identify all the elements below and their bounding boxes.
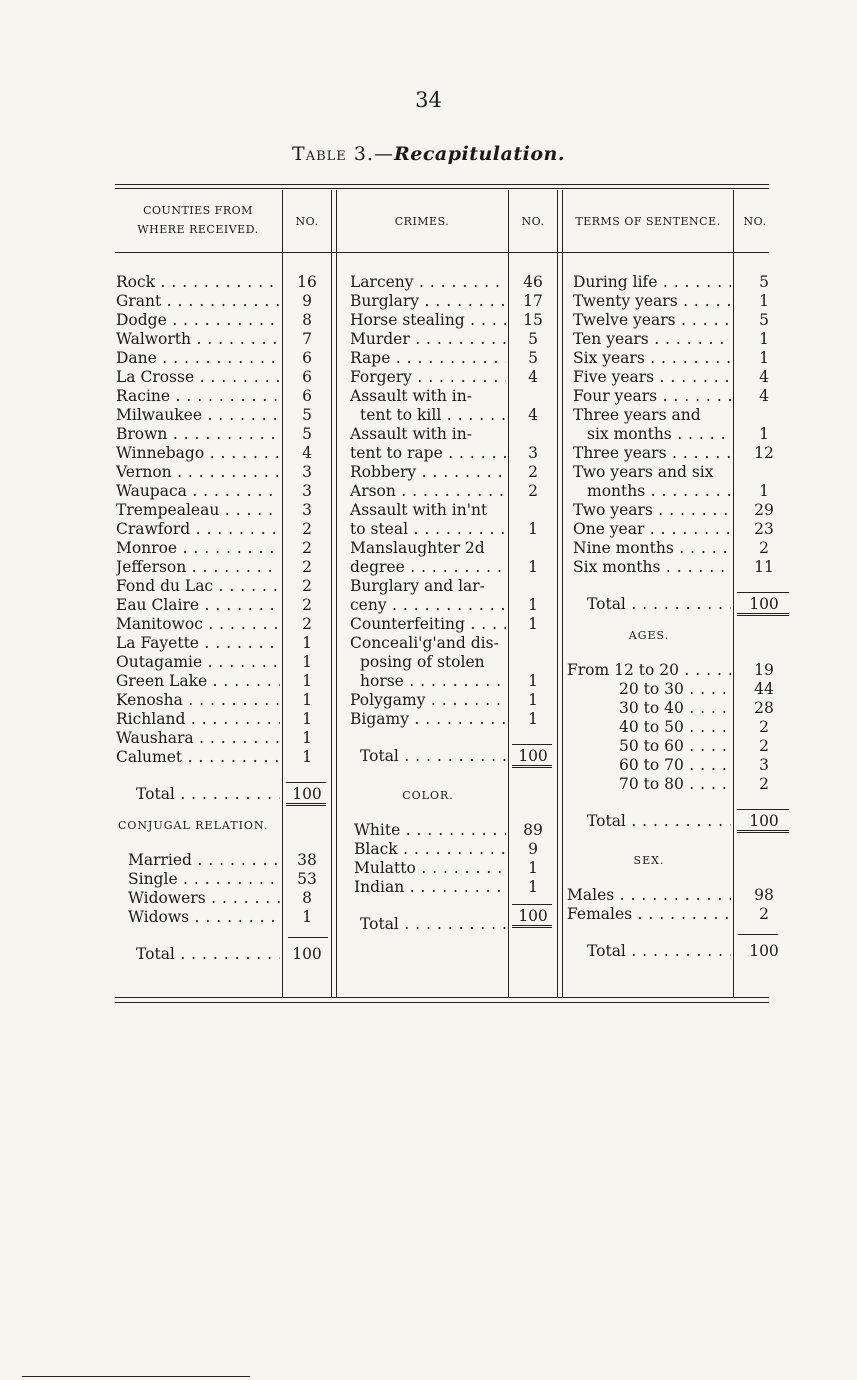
crime-count: 1 (528, 710, 538, 728)
conjugal-total-value: 100 (292, 945, 322, 963)
bottom-rule-1 (115, 997, 769, 998)
age-label: 60 to 70 . . . (619, 756, 731, 775)
table-title (0, 143, 857, 165)
county-name: Richland . . . (116, 710, 280, 729)
county-name: Rock . . . (116, 273, 280, 292)
county-count: 2 (302, 539, 312, 557)
term-label: Three years and (573, 406, 701, 424)
color-heading: COLOR. (402, 789, 454, 802)
term-count: 1 (759, 330, 769, 348)
crime-label: Bigamy . . . (350, 710, 506, 729)
header-crimes-no: NO. (521, 215, 545, 228)
age-count: 2 (759, 737, 769, 755)
crime-count: 5 (528, 349, 538, 367)
county-count: 4 (302, 444, 312, 462)
term-count: 11 (754, 558, 774, 576)
term-label: Twenty years . . . (573, 292, 731, 311)
conjugal-label: Married . . . (128, 851, 280, 870)
county-name: Winnebago . . . (116, 444, 280, 463)
divider-5 (733, 190, 734, 997)
foot-rule (22, 1376, 250, 1377)
color-total-label: Total . . . (360, 915, 506, 934)
crime-count: 1 (528, 672, 538, 690)
crime-label: tent to rape . . . (350, 444, 506, 463)
county-count: 1 (302, 653, 312, 671)
conjugal-label: Widows . . . (128, 908, 280, 927)
age-count: 2 (759, 775, 769, 793)
header-crimes: CRIMES. (394, 215, 450, 228)
term-label: months . . . (587, 482, 731, 501)
county-name: Grant . . . (116, 292, 280, 311)
age-count: 3 (759, 756, 769, 774)
crime-label: to steal . . . (350, 520, 506, 539)
term-count: 5 (759, 273, 769, 291)
county-count: 8 (302, 311, 312, 329)
ages-total-label: Total . . . (587, 812, 731, 831)
county-count: 2 (302, 596, 312, 614)
divider-1 (282, 190, 283, 997)
sex-label: Males . . . (567, 886, 731, 905)
term-count: 5 (759, 311, 769, 329)
color-total-value: 100 (518, 907, 548, 925)
age-label: 50 to 60 . . . (619, 737, 731, 756)
county-count: 6 (302, 387, 312, 405)
sex-total-label: Total . . . (587, 942, 731, 961)
counties-total-label: Total . . . (136, 785, 280, 804)
county-name: Monroe . . . (116, 539, 280, 558)
crime-label: Assault with in- (350, 425, 472, 443)
top-rule-1 (115, 184, 769, 185)
term-count: 2 (759, 539, 769, 557)
conjugal-count: 53 (297, 870, 317, 888)
county-name: Green Lake . . . (116, 672, 280, 691)
term-count: 1 (759, 425, 769, 443)
terms-total-value: 100 (749, 595, 779, 613)
conjugal-total-rule (288, 937, 328, 938)
crime-label: Forgery . . . (350, 368, 506, 387)
color-count: 89 (523, 821, 543, 839)
crime-label: Manslaughter 2d (350, 539, 485, 557)
county-name: La Crosse . . . (116, 368, 280, 387)
county-name: La Fayette . . . (116, 634, 280, 653)
crime-label: ceny . . . (350, 596, 506, 615)
county-count: 5 (302, 425, 312, 443)
crime-label: Rape . . . (350, 349, 506, 368)
age-label: 20 to 30 . . . (619, 680, 731, 699)
crime-count: 46 (523, 273, 543, 291)
crime-label: Horse stealing . . . (350, 311, 506, 330)
crime-count: 1 (528, 558, 538, 576)
term-label: Two years and six (573, 463, 714, 481)
county-count: 6 (302, 349, 312, 367)
term-label: Six months . . . (573, 558, 731, 577)
term-count: 1 (759, 482, 769, 500)
county-name: Manitowoc . . . (116, 615, 280, 634)
divider-4b (562, 190, 563, 997)
county-count: 3 (302, 501, 312, 519)
color-label: Black . . . (354, 840, 506, 859)
term-label: six months . . . (587, 425, 731, 444)
crime-label: Assault with in'nt (350, 501, 488, 519)
crime-label: horse . . . (360, 672, 506, 691)
header-counties-no: NO. (295, 215, 319, 228)
crime-label: Counterfeiting . . . (350, 615, 506, 634)
county-count: 9 (302, 292, 312, 310)
county-count: 1 (302, 634, 312, 652)
county-name: Crawford . . . (116, 520, 280, 539)
crimes-total-label: Total . . . (360, 747, 506, 766)
term-count: 23 (754, 520, 774, 538)
sex-total-value: 100 (749, 942, 779, 960)
crime-label: degree . . . (350, 558, 506, 577)
top-rule-2 (115, 188, 769, 189)
sex-label: Females . . . (567, 905, 731, 924)
age-count: 44 (754, 680, 774, 698)
county-name: Brown . . . (116, 425, 280, 444)
term-label: During life . . . (573, 273, 731, 292)
crime-count: 15 (523, 311, 543, 329)
county-count: 1 (302, 691, 312, 709)
conjugal-heading: CONJUGAL RELATION. (118, 819, 269, 832)
divider-2a (331, 190, 332, 997)
county-count: 5 (302, 406, 312, 424)
term-label: Nine months . . . (573, 539, 731, 558)
sex-count: 2 (759, 905, 769, 923)
conjugal-label: Widowers . . . (128, 889, 280, 908)
header-rule (115, 252, 769, 253)
color-count: 1 (528, 859, 538, 877)
term-count: 1 (759, 349, 769, 367)
county-count: 1 (302, 729, 312, 747)
county-count: 6 (302, 368, 312, 386)
crime-label: Polygamy . . . (350, 691, 506, 710)
header-terms: TERMS OF SENTENCE. (575, 215, 721, 228)
county-count: 3 (302, 463, 312, 481)
crime-label: posing of stolen (360, 653, 485, 671)
header-counties: COUNTIES FROM WHERE RECEIVED. (137, 204, 259, 236)
conjugal-count: 38 (297, 851, 317, 869)
age-count: 19 (754, 661, 774, 679)
sex-total-rule (738, 934, 778, 935)
crimes-total-value: 100 (518, 747, 548, 765)
sex-count: 98 (754, 886, 774, 904)
color-label: Mulatto . . . (354, 859, 506, 878)
county-count: 3 (302, 482, 312, 500)
county-name: Racine . . . (116, 387, 280, 406)
county-count: 16 (297, 273, 317, 291)
county-name: Walworth . . . (116, 330, 280, 349)
crime-count: 4 (528, 368, 538, 386)
divider-4a (557, 190, 558, 997)
age-count: 28 (754, 699, 774, 717)
page-number: 34 (415, 88, 442, 112)
color-label: Indian . . . (354, 878, 506, 897)
crime-label: Conceali'g'and dis- (350, 634, 499, 652)
county-name: Vernon . . . (116, 463, 280, 482)
color-count: 1 (528, 878, 538, 896)
table-title-prefix: Table 3.— (292, 143, 394, 165)
divider-2b (336, 190, 337, 997)
term-count: 12 (754, 444, 774, 462)
bottom-rule-2 (115, 1002, 769, 1003)
term-count: 29 (754, 501, 774, 519)
age-label: From 12 to 20 . . . (567, 661, 731, 680)
terms-total-label: Total . . . (587, 595, 731, 614)
term-label: Two years . . . (573, 501, 731, 520)
crime-label: tent to kill . . . (360, 406, 506, 425)
term-label: Four years . . . (573, 387, 731, 406)
term-label: Twelve years . . . (573, 311, 731, 330)
county-count: 1 (302, 710, 312, 728)
crime-label: Larceny . . . (350, 273, 506, 292)
crime-count: 1 (528, 520, 538, 538)
color-label: White . . . (354, 821, 506, 840)
term-label: Six years . . . (573, 349, 731, 368)
county-name: Dodge . . . (116, 311, 280, 330)
county-count: 2 (302, 577, 312, 595)
crime-label: Burglary and lar- (350, 577, 485, 595)
county-name: Dane . . . (116, 349, 280, 368)
county-count: 2 (302, 615, 312, 633)
color-count: 9 (528, 840, 538, 858)
county-count: 7 (302, 330, 312, 348)
term-label: Three years . . . (573, 444, 731, 463)
county-name: Jefferson . . . (116, 558, 280, 577)
crime-count: 5 (528, 330, 538, 348)
age-label: 30 to 40 . . . (619, 699, 731, 718)
conjugal-total-label: Total . . . (136, 945, 280, 964)
crime-count: 2 (528, 482, 538, 500)
crime-count: 1 (528, 596, 538, 614)
county-name: Fond du Lac . . . (116, 577, 280, 596)
sex-heading: SEX. (633, 854, 665, 867)
crime-count: 17 (523, 292, 543, 310)
county-name: Calumet . . . (116, 748, 280, 767)
conjugal-count: 8 (302, 889, 312, 907)
term-count: 4 (759, 387, 769, 405)
county-name: Eau Claire . . . (116, 596, 280, 615)
conjugal-label: Single . . . (128, 870, 280, 889)
header-terms-no: NO. (743, 215, 767, 228)
divider-3 (508, 190, 509, 997)
county-name: Milwaukee . . . (116, 406, 280, 425)
table-title-italic: Recapitulation. (393, 143, 565, 165)
county-count: 2 (302, 558, 312, 576)
crime-count: 4 (528, 406, 538, 424)
crime-label: Burglary . . . (350, 292, 506, 311)
conjugal-count: 1 (302, 908, 312, 926)
county-name: Waushara . . . (116, 729, 280, 748)
county-count: 1 (302, 672, 312, 690)
age-label: 70 to 80 . . . (619, 775, 731, 794)
crime-count: 2 (528, 463, 538, 481)
county-name: Waupaca . . . (116, 482, 280, 501)
crime-count: 3 (528, 444, 538, 462)
age-label: 40 to 50 . . . (619, 718, 731, 737)
crime-label: Arson . . . (350, 482, 506, 501)
term-count: 4 (759, 368, 769, 386)
counties-total-value: 100 (292, 785, 322, 803)
county-name: Trempealeau . . . (116, 501, 280, 520)
term-label: One year . . . (573, 520, 731, 539)
crime-label: Robbery . . . (350, 463, 506, 482)
term-count: 1 (759, 292, 769, 310)
term-label: Five years . . . (573, 368, 731, 387)
ages-total-value: 100 (749, 812, 779, 830)
crime-label: Murder . . . (350, 330, 506, 349)
county-count: 2 (302, 520, 312, 538)
age-count: 2 (759, 718, 769, 736)
crime-count: 1 (528, 615, 538, 633)
county-count: 1 (302, 748, 312, 766)
crime-label: Assault with in- (350, 387, 472, 405)
ages-heading: AGES. (628, 629, 670, 642)
term-label: Ten years . . . (573, 330, 731, 349)
crime-count: 1 (528, 691, 538, 709)
county-name: Kenosha . . . (116, 691, 280, 710)
county-name: Outagamie . . . (116, 653, 280, 672)
